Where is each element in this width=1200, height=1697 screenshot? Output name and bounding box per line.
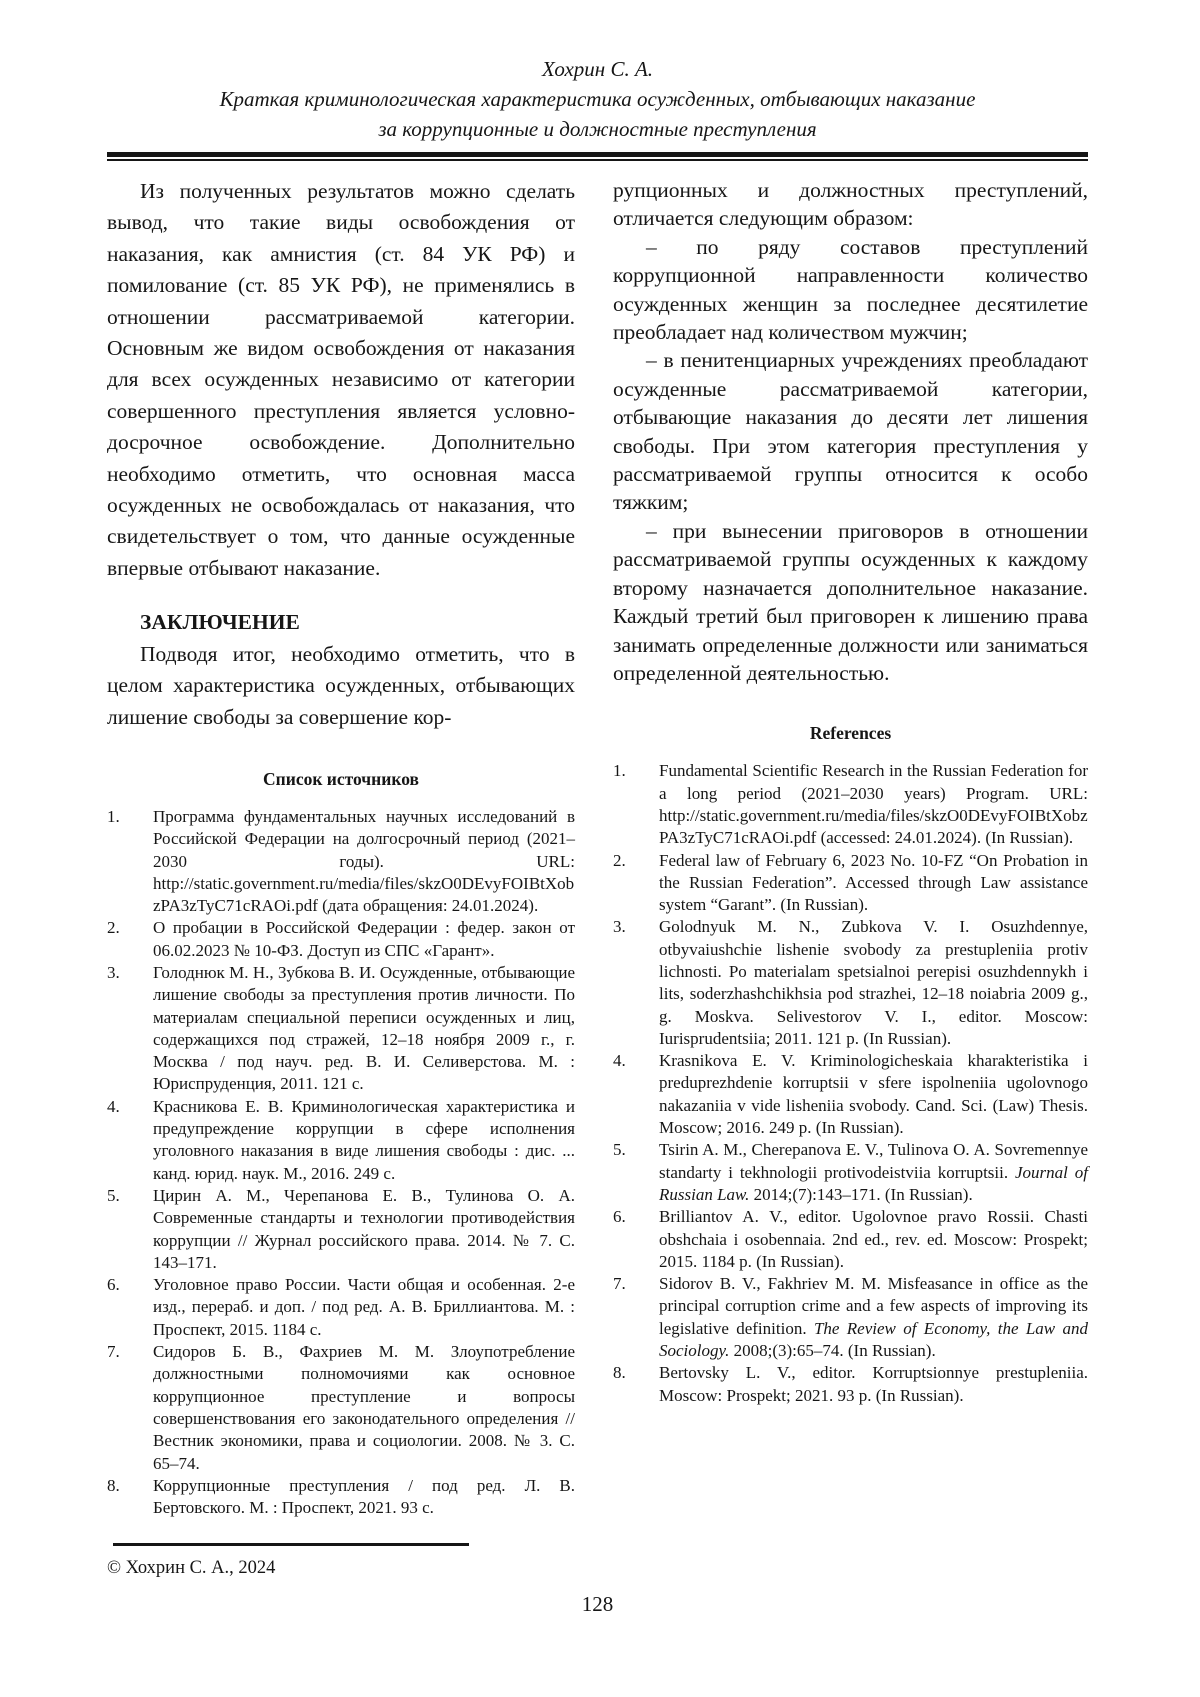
list-item-text: Уголовное право России. Части общая и особенная. 2-е изд., перераб. и доп. / под ред. А. В. Бриллиантова. М. : Проспект, 2015. 1184 с. bbox=[153, 1275, 575, 1339]
list-item-text: Fundamental Scientific Research in the Russian Federation for a long period (2021–2030 years) Program. URL: http://static.government.ru/media/files/skzO0DEvyFOIBtXobzPA3zTyC71cRAOi.pdf (accessed: 24.01.2024). (In Russian). bbox=[659, 761, 1088, 848]
list-item bbox=[107, 962, 575, 1096]
list-item-number: 4. bbox=[107, 1096, 120, 1116]
copyright-notice: © Хохрин С. А., 2024 bbox=[107, 1558, 276, 1579]
list-item-number: 6. bbox=[107, 1275, 120, 1295]
list-item-text: Sidorov B. V., Fakhriev M. M. Misfeasance in office as the principal corruption crime and a few aspects of improving its legislative definition. The Review of Economy, the Law and Sociology. 2008;(3):65–74. (In Russian). bbox=[659, 1274, 1089, 1361]
list-item bbox=[107, 1185, 575, 1274]
right-column bbox=[613, 176, 1088, 1580]
body-paragraph: рупционных и должностных преступлений, отличается следующим образом: bbox=[613, 178, 1088, 231]
references-heading: References bbox=[809, 723, 892, 744]
page-number: 128 bbox=[581, 1592, 614, 1617]
list-item bbox=[107, 1096, 575, 1185]
list-item bbox=[613, 1139, 1088, 1206]
list-item-number: 7. bbox=[107, 1342, 120, 1362]
references-list bbox=[613, 760, 1088, 1407]
list-item bbox=[613, 1362, 1088, 1407]
list-item-number: 3. bbox=[107, 962, 120, 982]
list-item bbox=[107, 917, 575, 962]
article-title-line1: Краткая криминологическая характеристика осужденных, отбывающих наказание bbox=[219, 87, 976, 111]
list-item-text: Голоднюк М. Н., Зубкова В. И. Осужденные, отбывающие лишение свободы за преступления против личности. По материалам специальной переписи осужденных и лиц, содержащихся под стражей, 12–18 ноября 2009 г., г. Москва / под науч. ред. В. И. Селиверстова. М. : Юриспруденция, 2011. 121 с. bbox=[153, 962, 575, 1094]
article-header bbox=[107, 54, 1088, 144]
body-paragraph: Из полученных результатов можно сделать вывод, что такие виды освобождения от наказания, как амнистия (ст. 84 УК РФ) и помилование (ст. 85 УК РФ), не применялись в отношении рассматриваемой категории. Основным же видом освобождения от наказания для всех осужденных независимо от категории совершенного преступления является условно-досрочное освобождение. Дополнительно необходимо отметить, что основная масса осужденных не освобождалась от наказания, что свидетельствует о том, что данные осужденные впервые отбывают наказание. bbox=[107, 179, 575, 580]
list-item-text: Bertovsky L. V., editor. Korruptsionnye prestupleniia. Moscow: Prospekt; 2021. 93 p. (In Russian). bbox=[659, 1363, 1088, 1405]
two-column-body bbox=[107, 176, 1088, 1580]
list-item-number: 5. bbox=[613, 1140, 626, 1160]
list-item-text: О пробации в Российской Федерации : федер. закон от 06.02.2023 № 10-ФЗ. Доступ из СПС «Гарант». bbox=[153, 918, 575, 960]
list-item-text: Golodnyuk M. N., Zubkova V. I. Osuzhdennye, otbyvaiushchie lishenie svobody za prestupleniia protiv lichnosti. Po materialam spetsialnoi perepisi osuzhdennykh i lits, soderzhashchikhsia pod strazhei, 12–18 noiabria 2009 g., g. Moskva. Selivestorov V. I., editor. Moscow: Iurisprudentsiia; 2011. 121 p. (In Russian). bbox=[659, 917, 1088, 1048]
list-item-number: 8. bbox=[613, 1363, 626, 1383]
list-item bbox=[613, 850, 1088, 917]
bullet-paragraph: – по ряду составов преступлений коррупционной направленности количество осужденных женщин за последнее десятилетие преобладает над количеством мужчин; bbox=[613, 234, 1088, 345]
body-paragraph: Подводя итог, необходимо отметить, что в целом характеристика осужденных, отбывающих лишение свободы за совершение кор- bbox=[107, 641, 575, 729]
list-item-text: Krasnikova E. V. Kriminologicheskaia kharakteristika i preduprezhdenie korruptsii v sfere ispolneniia ugolovnogo nakazaniia v vide lisheniia svobody. Cand. Sci. (Law) Thesis. Moscow; 2016. 249 p. (In Russian). bbox=[659, 1051, 1088, 1138]
list-item-number: 2. bbox=[107, 918, 120, 938]
list-item bbox=[613, 1273, 1088, 1362]
list-item-number: 2. bbox=[613, 850, 626, 870]
list-item bbox=[107, 1274, 575, 1341]
list-item-number: 7. bbox=[613, 1274, 626, 1294]
sources-list bbox=[107, 806, 575, 1520]
list-item-text: Красникова Е. В. Криминологическая характеристика и предупреждение коррупции в сфере исполнения уголовного наказания в виде лишения свободы : дис. ... канд. юрид. наук. М., 2016. 249 с. bbox=[153, 1096, 575, 1183]
list-item bbox=[613, 760, 1088, 849]
list-item-text: Tsirin A. M., Cherepanova E. V., Tulinova O. A. Sovremennye standarty i tekhnologii protivodeistviia korruptsii. Journal of Russian Law. 2014;(7):143–171. (In Russian). bbox=[659, 1140, 1088, 1204]
left-column bbox=[107, 176, 575, 1580]
list-item-text: Цирин А. М., Черепанова Е. В., Тулинова О. А. Современные стандарты и технологии противодействия коррупции // Журнал российского права. 2014. № 7. С. 143–171. bbox=[153, 1185, 575, 1272]
list-item-text: Сидоров Б. В., Фахриев М. М. Злоупотребление должностными полномочиями как основное коррупционное преступление и вопросы совершенствования его законодательного определения // Вестник экономики, права и социологии. 2008. № 3. С. 65–74. bbox=[153, 1342, 575, 1473]
list-item-number: 3. bbox=[613, 917, 626, 937]
list-item-text: Коррупционные преступления / под ред. Л. В. Бертовского. М. : Проспект, 2021. 93 с. bbox=[153, 1475, 575, 1518]
sources-heading: Список источников bbox=[263, 768, 419, 789]
bullet-paragraph: – при вынесении приговоров в отношении рассматриваемой группы осужденных к каждому второму назначается дополнительное наказание. Каждый третий был приговорен к лишению права занимать определенные должности или заниматься определенной деятельностью. bbox=[613, 518, 1088, 685]
conclusion-heading: ЗАКЛЮЧЕНИЕ bbox=[140, 610, 300, 635]
list-item bbox=[107, 806, 575, 917]
copyright-rule bbox=[113, 1543, 469, 1546]
list-item bbox=[107, 1475, 575, 1520]
list-item-text: Brilliantov A. V., editor. Ugolovnoe pravo Rossii. Chasti obshchaia i osobennaia. 2nd ed., rev. ed. Moscow: Prospekt; 2015. 1184 p. (In Russian). bbox=[659, 1207, 1088, 1271]
list-item bbox=[613, 1050, 1088, 1139]
list-item bbox=[613, 916, 1088, 1050]
list-item-number: 6. bbox=[613, 1207, 626, 1227]
list-item-number: 8. bbox=[107, 1475, 120, 1495]
header-rule-thin bbox=[107, 159, 1088, 161]
list-item-number: 5. bbox=[107, 1185, 120, 1205]
header-rule-thick bbox=[107, 152, 1088, 157]
list-item bbox=[107, 1341, 575, 1475]
list-item-number: 1. bbox=[613, 761, 626, 781]
article-title-line2: за коррупционные и должностные преступления bbox=[378, 117, 817, 141]
list-item-text: Программа фундаментальных научных исследований в Российской Федерации на долгосрочный период (2021–2030 годы). URL: http://static.government.ru/media/files/skzO0DEvyFOIBtXobzPA3zTyC71cRAOi.pdf (дата обращения: 24.01.2024). bbox=[153, 806, 575, 916]
list-item-number: 1. bbox=[107, 806, 120, 826]
author-name: Хохрин С. А. bbox=[541, 57, 654, 81]
list-item-text: Federal law of February 6, 2023 No. 10-FZ “On Probation in the Russian Federation”. Accessed through Law assistance system “Garant”. (In Russian). bbox=[659, 850, 1088, 915]
list-item bbox=[613, 1206, 1088, 1273]
list-item-number: 4. bbox=[613, 1051, 626, 1071]
bullet-paragraph: – в пенитенциарных учреждениях преобладают осужденные рассматриваемой категории, отбывающие наказания до десяти лет лишения свободы. При этом категория преступления у рассматриваемой группы относится к особо тяжким; bbox=[613, 348, 1088, 515]
